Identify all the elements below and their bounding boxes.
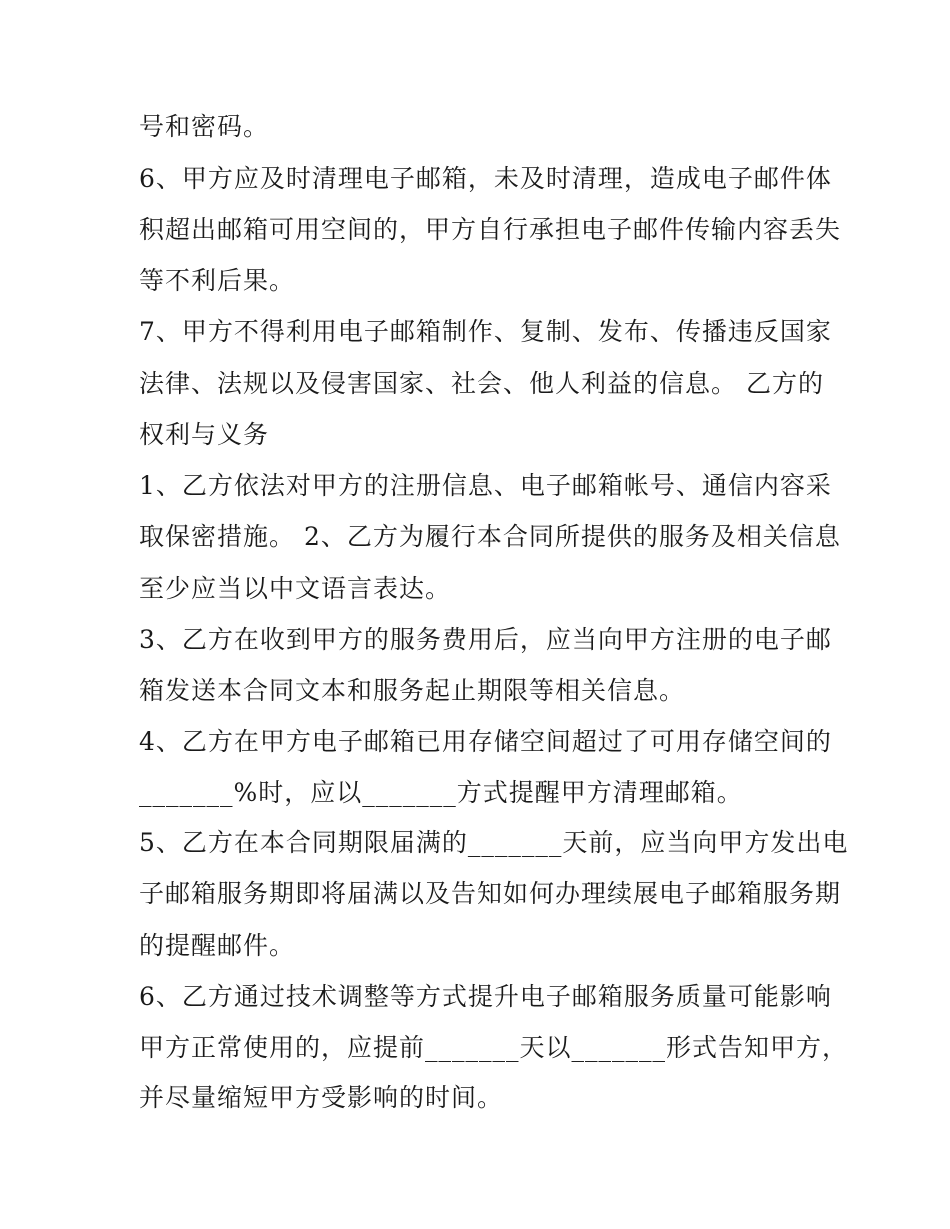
text-line: 7、甲方不得利用电子邮箱制作、复制、发布、传播违反国家 xyxy=(139,317,832,346)
text-line: 1、乙方依法对甲方的注册信息、电子邮箱帐号、通信内容采 xyxy=(139,471,832,500)
text-line: 的提醒邮件。 xyxy=(139,931,296,960)
text-line: 等不利后果。 xyxy=(139,266,296,295)
text-line: 积超出邮箱可用空间的，甲方自行承担电子邮件传输内容丢失 xyxy=(139,215,842,244)
text-line: 子邮箱服务期即将届满以及告知如何办理续展电子邮箱服务期 xyxy=(139,879,842,908)
text-line: _______%时，应以_______方式提醒甲方清理邮箱。 xyxy=(139,778,743,807)
text-line: 4、乙方在甲方电子邮箱已用存储空间超过了可用存储空间的 xyxy=(139,727,832,756)
text-line: 6、乙方通过技术调整等方式提升电子邮箱服务质量可能影响 xyxy=(139,982,832,1011)
text-line: 甲方正常使用的，应提前_______天以_______形式告知甲方， xyxy=(139,1033,849,1062)
text-line: 至少应当以中文语言表达。 xyxy=(139,574,452,603)
text-line: 6、甲方应及时清理电子邮箱，未及时清理，造成电子邮件体 xyxy=(139,164,832,193)
text-line: 箱发送本合同文本和服务起止期限等相关信息。 xyxy=(139,676,686,705)
text-line: 法律、法规以及侵害国家、社会、他人利益的信息。 乙方的 xyxy=(139,369,824,398)
text-line: 取保密措施。 2、乙方为履行本合同所提供的服务及相关信息 xyxy=(139,522,841,551)
text-line: 权利与义务 xyxy=(139,420,270,449)
text-line: 并尽量缩短甲方受影响的时间。 xyxy=(139,1083,504,1112)
text-line: 5、乙方在本合同期限届满的_______天前，应当向甲方发出电 xyxy=(139,828,849,857)
text-line: 3、乙方在收到甲方的服务费用后，应当向甲方注册的电子邮 xyxy=(139,625,832,654)
text-line: 号和密码。 xyxy=(139,112,270,141)
